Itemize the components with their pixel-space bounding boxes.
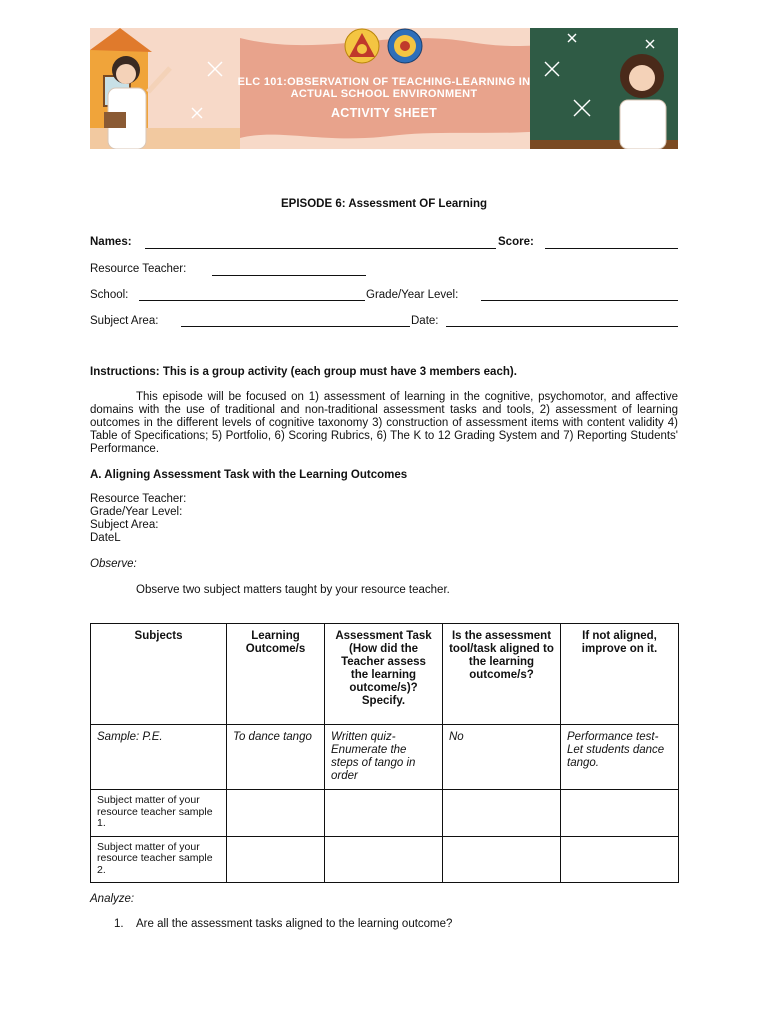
observe-label: Observe: xyxy=(90,558,137,570)
info-line: Subject Area: xyxy=(90,519,159,531)
subject-area-label: Subject Area: xyxy=(90,315,159,327)
instructions: Instructions: This is a group activity (each group must have 3 members each). xyxy=(90,366,517,378)
header-subjects: Subjects xyxy=(91,624,227,725)
table-row-sample-1 xyxy=(91,790,679,837)
college-seal-icon xyxy=(387,28,423,64)
sample-improvement: Performance test-Let students dance tango. xyxy=(561,725,679,790)
episode-title: EPISODE 6: Assessment OF Learning xyxy=(281,198,487,210)
row1-subject-label: Subject matter of your resource teacher sample 1. xyxy=(91,790,227,837)
table-row-sample-2 xyxy=(91,836,679,883)
subject-area-field[interactable] xyxy=(181,326,410,327)
row1-improve-cell[interactable] xyxy=(561,790,679,837)
section-a-info xyxy=(90,493,186,545)
names-label: Names: xyxy=(90,236,132,248)
row1-aligned-cell[interactable] xyxy=(443,790,561,837)
score-field[interactable] xyxy=(545,248,678,249)
score-label: Score: xyxy=(498,236,534,248)
section-a-heading: A. Aligning Assessment Task with the Learning Outcomes xyxy=(90,469,408,481)
analyze-label: Analyze: xyxy=(90,893,135,905)
header-banner xyxy=(90,28,678,149)
table-row-sample xyxy=(91,725,679,790)
alignment-table xyxy=(90,623,679,883)
date-field[interactable] xyxy=(446,326,678,327)
resource-teacher-label: Resource Teacher: xyxy=(90,263,187,275)
row2-aligned-cell[interactable] xyxy=(443,836,561,883)
row2-improve-cell[interactable] xyxy=(561,836,679,883)
banner-title-line2: ACTUAL SCHOOL ENVIRONMENT xyxy=(290,88,478,100)
school-label: School: xyxy=(90,289,129,301)
names-field[interactable] xyxy=(145,248,496,249)
question-number: 1. xyxy=(114,918,124,930)
header-learning-outcomes: Learning Outcome/s xyxy=(227,624,325,725)
grade-level-label: Grade/Year Level: xyxy=(366,289,459,301)
sample-outcome: To dance tango xyxy=(227,725,325,790)
row2-outcome-cell[interactable] xyxy=(227,836,325,883)
table-header-row xyxy=(91,624,679,725)
sample-assessment-task: Written quiz- Enumerate the steps of tango in order xyxy=(325,725,443,790)
info-line: Grade/Year Level: xyxy=(90,506,183,518)
row1-assessment-cell[interactable] xyxy=(325,790,443,837)
question-text: Are all the assessment tasks aligned to the learning outcome? xyxy=(136,918,453,930)
episode-description: This episode will be focused on 1) assessment of learning in the cognitive, psychomotor, and affective domains with the use of traditional and non-traditional assessment tasks and tools, 2) assessment of learning outcomes in the different levels of cognitive taxonomy 3) construction of assessment items with content validity 4) Table of Specifications; 5) Portfolio, 6) Scoring Rubrics, 6) The K to 12 Grading System and 7) Reporting Students' Performance. xyxy=(90,391,678,455)
info-line: Resource Teacher: xyxy=(90,493,187,505)
header-aligned: Is the assessment tool/task aligned to the learning outcome/s? xyxy=(443,624,561,725)
banner-title-line1: ELC 101:OBSERVATION OF TEACHING-LEARNING IN xyxy=(237,76,531,88)
school-field[interactable] xyxy=(139,300,365,301)
school-seal-icon xyxy=(344,28,380,64)
sample-aligned: No xyxy=(443,725,561,790)
date-label: Date: xyxy=(411,315,439,327)
header-improve: If not aligned, improve on it. xyxy=(561,624,679,725)
info-line: DateL xyxy=(90,532,121,544)
row2-subject-label: Subject matter of your resource teacher sample 2. xyxy=(91,836,227,883)
resource-teacher-field[interactable] xyxy=(212,275,366,276)
row1-outcome-cell[interactable] xyxy=(227,790,325,837)
grade-level-field[interactable] xyxy=(481,300,678,301)
banner-subtitle: ACTIVITY SHEET xyxy=(330,106,438,120)
sample-subject: Sample: P.E. xyxy=(91,725,227,790)
header-assessment-task: Assessment Task (How did the Teacher assess the learning outcome/s)? Specify. xyxy=(325,624,443,725)
row2-assessment-cell[interactable] xyxy=(325,836,443,883)
observe-text: Observe two subject matters taught by your resource teacher. xyxy=(136,584,450,596)
